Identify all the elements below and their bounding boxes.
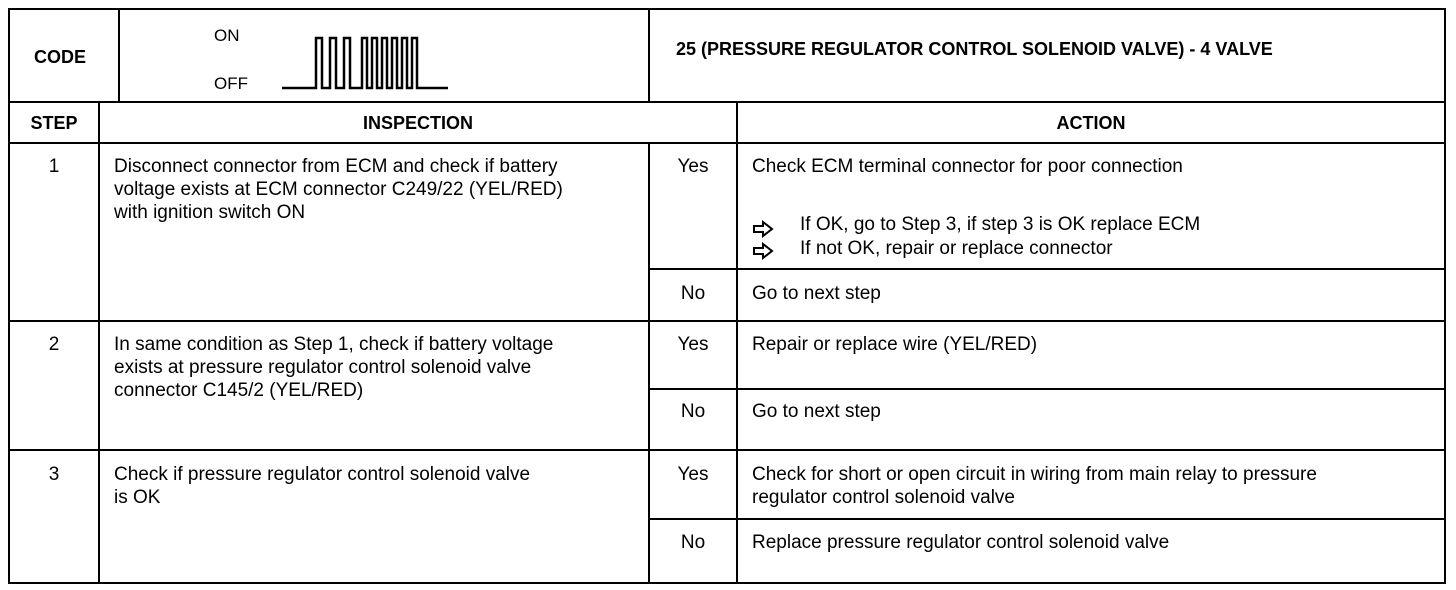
- no-label: No: [680, 401, 706, 422]
- yes-action-line: Check for short or open circuit in wiring from main relay to pressure: [752, 464, 1317, 485]
- yes-action: Check ECM terminal connector for poor connection: [752, 156, 1183, 177]
- code-label: CODE: [34, 47, 87, 67]
- no-label: No: [680, 532, 706, 553]
- no-action: Go to next step: [752, 283, 881, 304]
- no-action: Go to next step: [752, 401, 881, 422]
- inspection-line: is OK: [114, 487, 161, 508]
- page-title: 25 (PRESSURE REGULATOR CONTROL SOLENOID VALVE) - 4 VALVE: [676, 39, 1273, 59]
- inspection-line: exists at pressure regulator control solenoid valve: [114, 357, 532, 378]
- inspection-line: In same condition as Step 1, check if battery voltage: [114, 334, 554, 355]
- divider: [648, 388, 1446, 390]
- yes-label: Yes: [677, 156, 709, 177]
- divider: [8, 320, 1446, 322]
- signal-on-label: ON: [214, 26, 240, 45]
- hollow-arrow-right-icon: [752, 242, 774, 260]
- yes-bullet: If OK, go to Step 3, if step 3 is OK replace ECM: [800, 214, 1201, 235]
- hollow-arrow-right-icon: [752, 220, 774, 238]
- inspection-line: voltage exists at ECM connector C249/22 (YEL/RED): [114, 179, 563, 200]
- inspection-line: connector C145/2 (YEL/RED): [114, 380, 364, 401]
- no-action: Replace pressure regulator control solenoid valve: [752, 532, 1170, 553]
- column-header-step: STEP: [30, 113, 78, 133]
- on-off-pulse-waveform-icon: [282, 32, 454, 90]
- column-header-action: ACTION: [1056, 113, 1126, 133]
- divider: [8, 449, 1446, 451]
- inspection-line: with ignition switch ON: [114, 202, 306, 223]
- yes-action: Repair or replace wire (YEL/RED): [752, 334, 1038, 355]
- divider: [648, 518, 1446, 520]
- step-number: 3: [48, 464, 60, 485]
- signal-off-label: OFF: [214, 74, 248, 93]
- inspection-line: Check if pressure regulator control solenoid valve: [114, 464, 531, 485]
- yes-label: Yes: [677, 464, 709, 485]
- column-header-inspection: INSPECTION: [362, 113, 473, 133]
- yes-label: Yes: [677, 334, 709, 355]
- no-label: No: [680, 283, 706, 304]
- divider: [118, 8, 120, 102]
- divider: [8, 142, 1446, 144]
- step-number: 1: [48, 156, 60, 177]
- step-number: 2: [48, 334, 60, 355]
- yes-bullet: If not OK, repair or replace connector: [800, 238, 1113, 259]
- divider: [648, 8, 650, 102]
- inspection-line: Disconnect connector from ECM and check if battery: [114, 156, 558, 177]
- divider: [98, 101, 100, 584]
- divider: [648, 268, 1446, 270]
- yes-action-line: regulator control solenoid valve: [752, 487, 1015, 508]
- divider: [8, 101, 1446, 103]
